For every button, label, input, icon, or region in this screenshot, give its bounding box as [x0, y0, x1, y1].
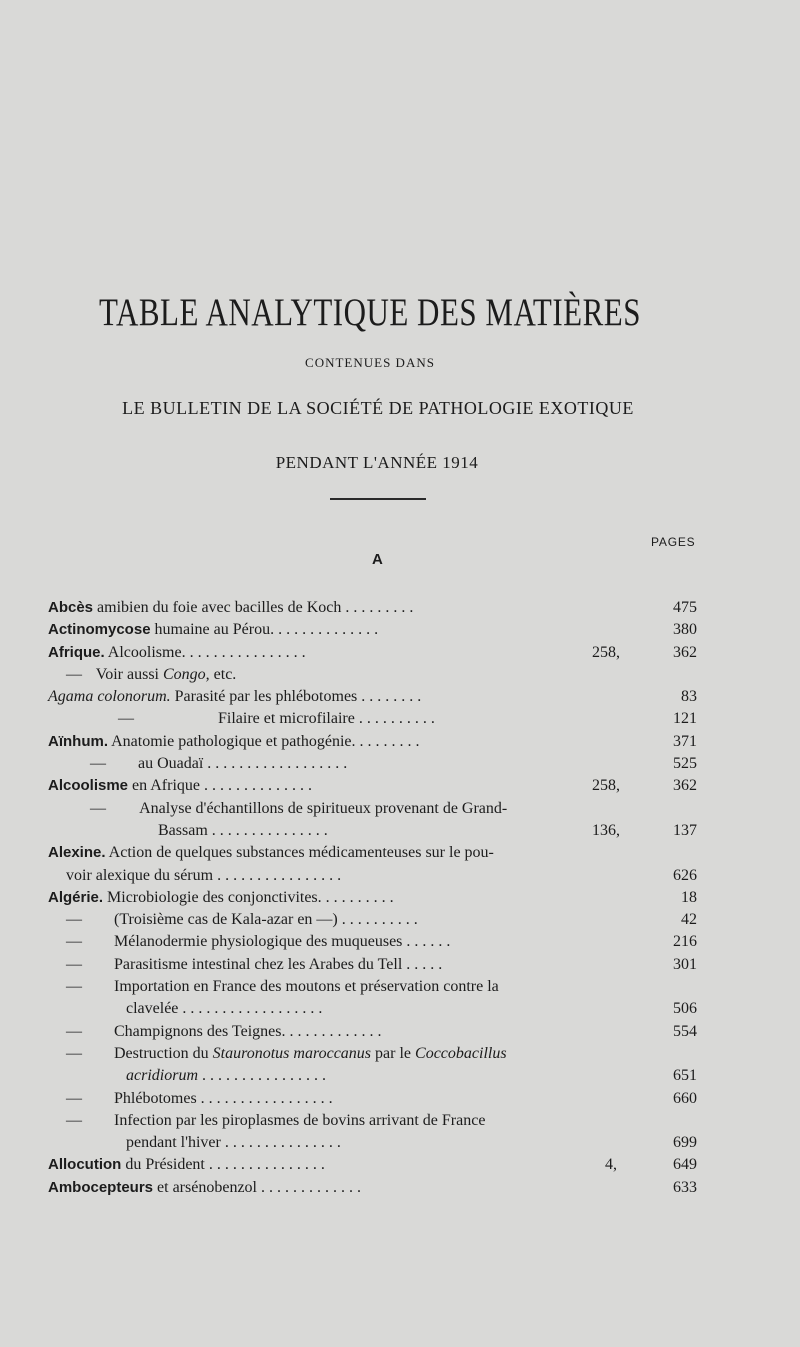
entry-page: 633	[673, 1178, 697, 1196]
index-entry	[0, 842, 800, 864]
entry-page-secondary: 136,	[592, 821, 620, 839]
pages-column-label: PAGES	[651, 535, 696, 549]
entry-page: 649	[673, 1156, 697, 1174]
entry-text: Alcoolisme. . . . . . . . . . . . . . . .	[107, 643, 306, 661]
index-entry	[0, 820, 800, 842]
entry-text: humaine au Pérou. . . . . . . . . . . . . .	[154, 621, 379, 639]
entry-page: 83	[681, 688, 697, 706]
entry-page: 554	[673, 1022, 697, 1040]
index-entry	[0, 731, 800, 753]
section-letter: A	[372, 551, 383, 568]
index-entry	[0, 642, 800, 664]
entry-text: amibien du foie avec bacilles de Koch . . . . . . . . .	[97, 599, 414, 616]
index-entry	[0, 1088, 800, 1110]
ditto-dash: —	[118, 710, 134, 728]
ditto-dash: —	[90, 799, 106, 817]
ditto-dash: —	[66, 1089, 82, 1107]
entry-page: 137	[673, 821, 697, 839]
ditto-dash: —	[66, 955, 82, 973]
entry-page: 660	[673, 1089, 697, 1107]
entry-heading: Alcoolisme	[48, 777, 129, 795]
entry-page: 626	[673, 866, 697, 884]
index-entry	[0, 1110, 800, 1132]
bulletin-title: LE BULLETIN DE LA SOCIÉTÉ DE PATHOLOGIE EXOTIQUE	[122, 398, 634, 418]
entry-text-cont: par le	[371, 1044, 416, 1062]
ditto-dash: —	[90, 755, 106, 773]
entry-text: Anatomie pathologique et pathogénie. . . . . . . . .	[111, 732, 420, 750]
entry-text: Importation en France des moutons et préservation contre la	[114, 978, 499, 996]
index-entry	[0, 664, 800, 686]
entry-italic-2: Coccobacillus	[415, 1044, 507, 1062]
entry-heading: Agama colonorum.	[48, 688, 171, 706]
entry-heading: Aïnhum.	[48, 732, 108, 750]
index-entry	[0, 954, 800, 976]
entry-page-secondary: 258,	[592, 777, 620, 795]
page-title: TABLE ANALYTIQUE DES MATIÈRES	[99, 290, 641, 334]
ditto-dash: —	[66, 665, 82, 683]
entry-italic: Stauronotus maroccanus	[212, 1044, 372, 1062]
entry-heading: Alexine.	[48, 844, 106, 862]
entry-heading: Allocution	[48, 1156, 122, 1174]
entry-text: Phlébotomes . . . . . . . . . . . . . . . . .	[114, 1089, 333, 1107]
entry-text: pendant l'hiver . . . . . . . . . . . . . . .	[126, 1134, 341, 1152]
entry-text: Parasité par les phlébotomes . . . . . . . .	[174, 688, 422, 706]
index-entry	[0, 887, 800, 909]
ditto-dash: —	[66, 911, 82, 929]
index-entry	[0, 865, 800, 887]
entry-text: Bassam . . . . . . . . . . . . . . .	[158, 821, 328, 839]
index-entry	[0, 1021, 800, 1043]
entry-italic: acridiorum	[126, 1067, 198, 1085]
entry-text-cont: . . . . . . . . . . . . . . . .	[198, 1067, 326, 1085]
index-entry	[0, 909, 800, 931]
entry-text: du Président . . . . . . . . . . . . . . .	[125, 1156, 325, 1174]
entry-text: Champignons des Teignes. . . . . . . . . . . . .	[114, 1022, 382, 1040]
index-entry	[0, 798, 800, 820]
entry-italic: Congo,	[162, 665, 210, 683]
entry-page: 42	[681, 911, 697, 929]
entry-text: en Afrique . . . . . . . . . . . . . .	[132, 777, 313, 795]
entry-text: et arsénobenzol . . . . . . . . . . . . .	[157, 1178, 361, 1196]
entry-page: 371	[673, 732, 697, 750]
entry-page-secondary: 4,	[605, 1156, 617, 1174]
index-entry	[0, 1177, 800, 1199]
entry-text: Infection par les piroplasmes de bovins arrivant de France	[114, 1111, 486, 1129]
entry-text: voir alexique du sérum . . . . . . . . . . . . . . . .	[66, 866, 342, 884]
subtitle: CONTENUES DANS	[305, 355, 435, 370]
index-entry	[0, 619, 800, 641]
entry-page: 525	[673, 755, 697, 773]
index-entry	[0, 1065, 800, 1087]
ditto-dash: —	[66, 933, 82, 951]
entry-text: Microbiologie des conjonctivites. . . . . . . . . .	[107, 888, 394, 906]
ditto-dash: —	[66, 1111, 82, 1129]
ditto-dash: —	[66, 978, 82, 996]
index-entry	[0, 1043, 800, 1065]
entry-page: 362	[673, 777, 697, 795]
entry-heading: Abcès	[48, 599, 94, 616]
ditto-dash: —	[66, 1044, 82, 1062]
entry-page-secondary: 258,	[592, 643, 620, 661]
index-entry	[0, 1154, 800, 1176]
entry-text: Filaire et microfilaire . . . . . . . . . .	[218, 710, 435, 728]
entry-heading: Ambocepteurs	[48, 1178, 154, 1196]
index-entry	[0, 976, 800, 998]
index-entry	[0, 686, 800, 708]
index-entry	[0, 1132, 800, 1154]
entry-heading: Actinomycose	[48, 621, 151, 639]
entry-text: (Troisième cas de Kala-azar en —) . . . . . . . . . .	[114, 911, 418, 929]
entry-text: Analyse d'échantillons de spiritueux provenant de Grand-	[139, 799, 508, 817]
index-entry	[0, 753, 800, 775]
entry-page: 475	[673, 599, 697, 616]
entry-page: 121	[673, 710, 697, 728]
entry-page: 651	[673, 1067, 697, 1085]
entry-text: clavelée . . . . . . . . . . . . . . . . . .	[126, 1000, 323, 1018]
entry-page: 699	[673, 1134, 697, 1152]
entry-page: 362	[673, 643, 697, 661]
index-entry	[0, 708, 800, 730]
entry-text-cont: etc.	[209, 665, 237, 683]
entry-text: Voir aussi	[95, 665, 163, 683]
year-line: PENDANT L'ANNÉE 1914	[275, 453, 479, 472]
entry-heading: Algérie.	[48, 888, 104, 906]
divider	[330, 498, 426, 500]
index-entry	[0, 931, 800, 953]
entry-text: Parasitisme intestinal chez les Arabes du Tell . . . . .	[114, 955, 443, 973]
index-entry	[0, 998, 800, 1020]
entry-page: 301	[673, 955, 697, 973]
entry-text: Destruction du	[114, 1044, 213, 1062]
entry-page: 506	[673, 1000, 697, 1018]
ditto-dash: —	[66, 1022, 82, 1040]
entry-text: au Ouadaï . . . . . . . . . . . . . . . . . .	[138, 755, 348, 773]
entry-page: 216	[673, 933, 697, 951]
entry-page: 18	[681, 888, 697, 906]
entry-page: 380	[673, 621, 697, 639]
index-entry	[0, 775, 800, 797]
index-entry	[0, 597, 800, 619]
entry-heading: Afrique.	[48, 643, 105, 661]
entry-text: Mélanodermie physiologique des muqueuses . . . . . .	[114, 933, 451, 951]
entry-text: Action de quelques substances médicamenteuses sur le pou-	[108, 844, 494, 862]
index-entries	[0, 597, 800, 1199]
